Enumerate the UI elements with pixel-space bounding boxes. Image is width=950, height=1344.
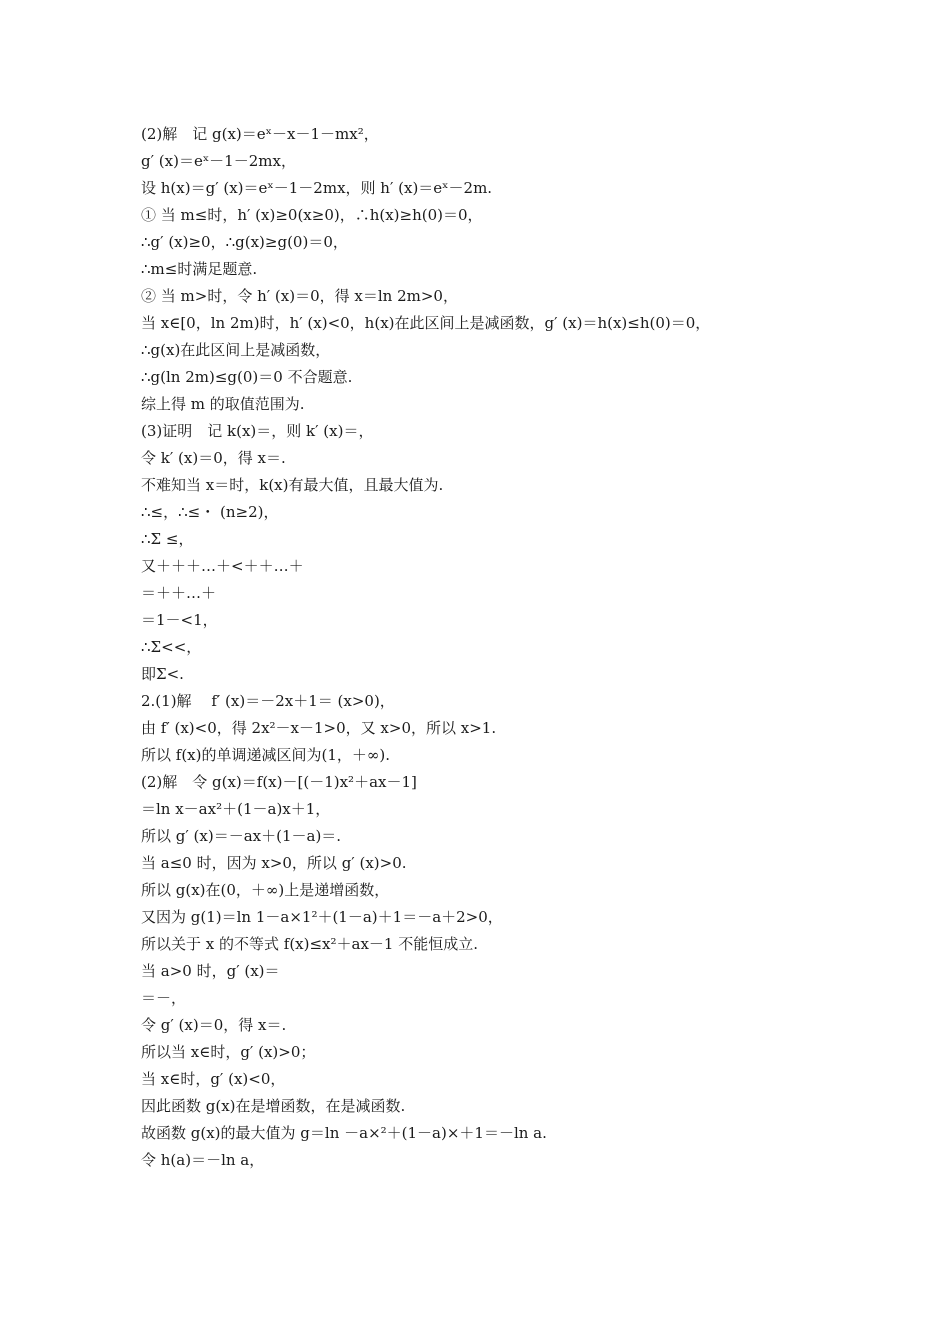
text-line: 又因为 g(1)＝ln 1－a×1²＋(1－a)＋1＝－a＋2>0， xyxy=(141,908,503,926)
text-line: 不难知当 x＝时，k(x)有最大值，且最大值为. xyxy=(141,476,444,494)
text-line: 综上得 m 的取值范围为. xyxy=(141,395,305,413)
text-line: 所以当 x∈时，g′ (x)>0； xyxy=(141,1043,316,1061)
text-line: g′ (x)＝eˣ－1－2mx， xyxy=(141,152,296,170)
text-line: 当 x∈时，g′ (x)<0， xyxy=(141,1070,286,1088)
text-line: 又＋＋＋…＋<＋＋…＋ xyxy=(141,557,304,575)
text-line: 所以 g′ (x)＝－ax＋(1－a)＝. xyxy=(141,827,342,845)
text-line: 2.(1)解 f′ (x)＝－2x＋1＝ (x>0)， xyxy=(141,692,395,710)
text-line: 所以 f(x)的单调递减区间为(1，＋∞). xyxy=(141,746,390,764)
text-line: 由 f′ (x)<0，得 2x²－x－1>0，又 x>0，所以 x>1. xyxy=(141,719,497,737)
text-line: ＝1－<1， xyxy=(141,611,218,629)
text-line: ∴g(x)在此区间上是减函数， xyxy=(141,341,331,359)
text-line: 当 x∈[0，ln 2m)时，h′ (x)<0，h(x)在此区间上是减函数，g′ (x)＝h(x)≤h(0)＝0， xyxy=(141,314,711,332)
text-line: ∴g(ln 2m)≤g(0)＝0 不合题意. xyxy=(141,368,353,386)
solution-text xyxy=(141,121,841,1174)
text-line: ① 当 m≤时，h′ (x)≥0(x≥0)，∴h(x)≥h(0)＝0， xyxy=(141,206,483,224)
text-line: (3)证明 记 k(x)＝，则 k′ (x)＝， xyxy=(141,422,374,440)
text-line: ∴≤，∴≤・ (n≥2)， xyxy=(141,503,279,521)
text-line: ∴m≤时满足题意. xyxy=(141,260,258,278)
text-line: 因此函数 g(x)在是增函数，在是减函数. xyxy=(141,1097,406,1115)
text-line: ＝＋＋…＋ xyxy=(141,584,217,602)
text-line: ＝－， xyxy=(141,989,187,1007)
text-line: 即Σ<. xyxy=(141,665,184,683)
text-line: ∴Σ ≤， xyxy=(141,530,194,548)
text-line: 所以 g(x)在(0，＋∞)上是递增函数， xyxy=(141,881,390,899)
text-line: 令 g′ (x)＝0，得 x＝. xyxy=(141,1016,287,1034)
text-line: ② 当 m>时，令 h′ (x)＝0，得 x＝ln 2m>0， xyxy=(141,287,458,305)
text-line: 故函数 g(x)的最大值为 g＝ln －a×²＋(1－a)×＋1＝－ln a. xyxy=(141,1124,547,1142)
text-line: ＝ln x－ax²＋(1－a)x＋1， xyxy=(141,800,331,818)
text-line: (2)解 令 g(x)＝f(x)－[(－1)x²＋ax－1] xyxy=(141,773,417,791)
text-line: ∴Σ<<， xyxy=(141,638,202,656)
text-line: 令 k′ (x)＝0，得 x＝. xyxy=(141,449,286,467)
text-line: 设 h(x)＝g′ (x)＝eˣ－1－2mx，则 h′ (x)＝eˣ－2m. xyxy=(141,179,493,197)
text-line: 令 h(a)＝－ln a， xyxy=(141,1151,265,1169)
text-line: (2)解 记 g(x)＝eˣ－x－1－mx²， xyxy=(141,125,379,143)
text-line: 当 a>0 时，g′ (x)＝ xyxy=(141,962,280,980)
text-line: ∴g′ (x)≥0，∴g(x)≥g(0)＝0， xyxy=(141,233,348,251)
text-line: 所以关于 x 的不等式 f(x)≤x²＋ax－1 不能恒成立. xyxy=(141,935,479,953)
text-line: 当 a≤0 时，因为 x>0，所以 g′ (x)>0. xyxy=(141,854,407,872)
